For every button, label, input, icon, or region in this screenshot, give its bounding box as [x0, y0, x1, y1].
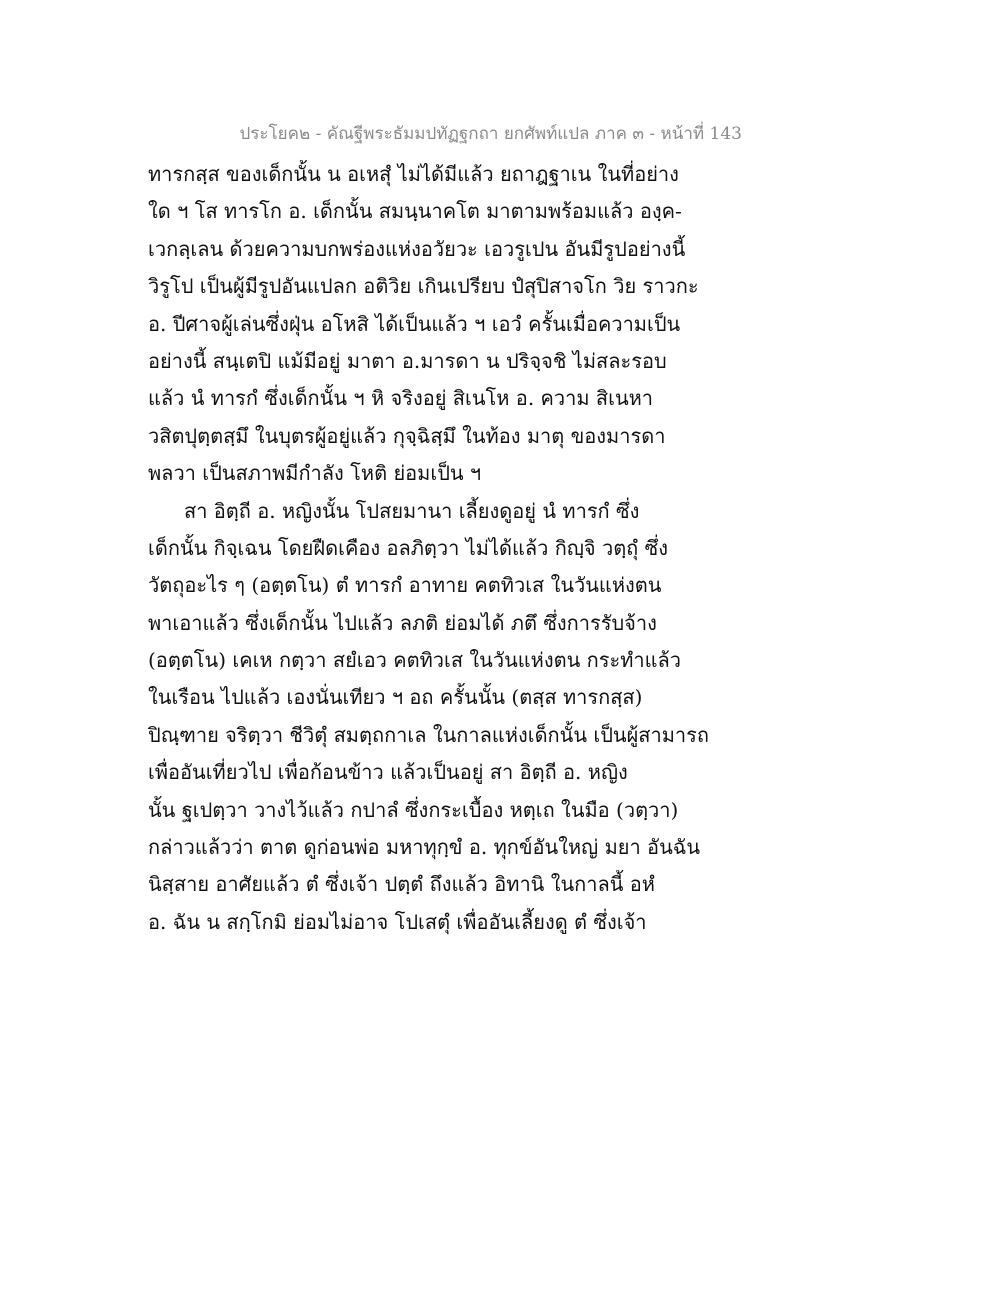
body-text	[148, 156, 708, 941]
text-line: วิรูโป เป็นผู้มีรูปอันแปลก อติวิย เกินเปรียบ ปํสุปิสาจโก วิย ราวกะ	[148, 274, 699, 299]
text-line: (อตฺตโน) เคเห กตฺวา สยํเอว คตทิวเส ในวันแห่งตน กระทำแล้ว	[148, 648, 681, 673]
text-line: แล้ว นํ ทารกํ ซึ่งเด็กนั้น ฯ หิ จริงอยู่ สิเนโห อ. ความ สิเนหา	[148, 386, 654, 411]
text-line: พลวา เป็นสภาพมีกำลัง โหติ ย่อมเป็น ฯ	[148, 461, 482, 486]
text-line: วัตถุอะไร ๆ (อตฺตโน) ตํ ทารกํ อาทาย คตทิวเส ในวันแห่งตน	[148, 573, 662, 598]
text-line: นิสฺสาย อาศัยแล้ว ตํ ซึ่งเจ้า ปตฺตํ ถึงแล้ว อิทานิ ในกาลนี้ อหํ	[148, 872, 655, 897]
text-line: วสิตปุตฺตสฺมึ ในบุตรผู้อยู่แล้ว กุจฺฉิสฺมึ ในท้อง มาตุ ของมารดา	[148, 423, 666, 448]
text-line: อย่างนี้ สนฺเตปิ แม้มีอยู่ มาตา อ.มารดา น ปริจฺจชิ ไม่สละรอบ	[148, 348, 667, 373]
text-line: อ. ฉัน น สกฺโกมิ ย่อมไม่อาจ โปเสตุํ เพื่ออันเลี้ยงดู ตํ ซึ่งเจ้า	[148, 909, 647, 934]
text-line: อ. ปีศาจผู้เล่นซึ่งฝุ่น อโหสิ ได้เป็นแล้ว ฯ เอวํ ครั้นเมื่อความเป็น	[148, 311, 681, 336]
text-line: กล่าวแล้วว่า ตาต ดูก่อนพ่อ มหาทุกฺขํ อ. ทุกข์อันใหญ่ มยา อันฉัน	[148, 835, 701, 860]
text-line: นั้น ฐเปตฺวา วางไว้แล้ว กปาลํ ซึ่งกระเบื้อง หตฺเถ ในมือ (วตฺวา)	[148, 797, 679, 822]
text-line: ใด ฯ โส ทารโก อ. เด็กนั้น สมนฺนาคโต มาตามพร้อมแล้ว องฺค-	[148, 199, 682, 224]
text-line: เด็กนั้น กิจฺเฉน โดยฝืดเคือง อลภิตฺวา ไม่ได้แล้ว กิญฺจิ วตฺถุํ ซึ่ง	[148, 535, 668, 560]
text-line: พาเอาแล้ว ซึ่งเด็กนั้น ไปแล้ว ลภติ ย่อมได้ ภตึ ซึ่งการรับจ้าง	[148, 610, 657, 635]
text-line: ในเรือน ไปแล้ว เองนั่นเทียว ฯ อถ ครั้นนั้น (ตสฺส ทารกสฺส)	[148, 685, 643, 710]
text-line: เวกลฺเลน ด้วยความบกพร่องแห่งอวัยวะ เอวรูเปน อันมีรูปอย่างนี้	[148, 236, 686, 261]
text-line: ปิณฺฑาย จริตฺวา ชีวิตุํ สมตฺถกาเล ในกาลแห่งเด็กนั้น เป็นผู้สามารถ	[148, 722, 709, 747]
paragraph-start-line: สา อิตฺถี อ. หญิงนั้น โปสยมานา เลี้ยงดูอยู่ นํ ทารกํ ซึ่ง	[184, 498, 640, 523]
text-line: เพื่ออันเที่ยวไป เพื่อก้อนข้าว แล้วเป็นอยู่ สา อิตฺถี อ. หญิง	[148, 760, 628, 785]
page-header: ประโยค๒ - คัณฐีพระธัมมปทัฏฐกถา ยกศัพท์แปล ภาค ๓ - หน้าที่ 143	[239, 124, 742, 144]
text-line: ทารกสฺส ของเด็กนั้น น อเหสุํ ไม่ได้มีแล้ว ยถาฎฐาเน ในที่อย่าง	[148, 162, 679, 186]
